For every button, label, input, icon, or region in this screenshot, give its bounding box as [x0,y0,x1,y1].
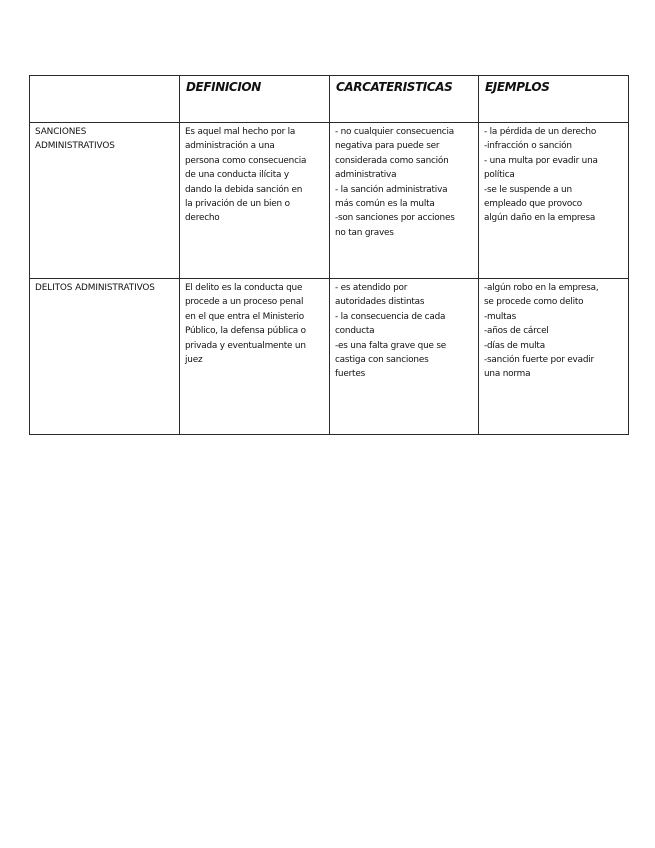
text-line: privada y eventualmente un [185,340,306,351]
text-line: persona como consecuencia [185,155,307,166]
header-caracteristicas: CARCATERISTICAS [330,76,479,123]
text-line: la privación de un bien o [185,199,290,210]
text-line: DELITOS ADMINISTRATIVOS [35,283,155,293]
text-line: dando la debida sanción en [185,184,303,195]
text-line: castiga con sanciones [335,355,429,366]
definicion-cell [180,279,330,435]
text-line: -algún robo en la empresa, [484,283,599,293]
caracteristicas-cell [330,123,479,279]
text-line: fuertes [335,369,366,380]
text-line: más común es la multa [335,199,435,210]
ejemplos-text [479,279,628,382]
text-line: derecho [185,213,220,224]
text-line: administración a una [185,141,275,152]
definicion-cell [180,123,330,279]
text-line: una norma [484,369,531,380]
ejemplos-cell [479,279,629,435]
text-line: en el que entra el Ministerio [185,311,304,322]
caracteristicas-cell [330,279,479,435]
row-label-cell [30,123,180,279]
caracteristicas-text [330,123,478,240]
text-line: procede a un proceso penal [185,297,304,308]
text-line: autoridades distintas [335,297,425,308]
text-line: -años de cárcel [484,326,549,337]
text-line: Público, la defensa pública o [185,326,306,337]
ejemplos-text [479,123,628,226]
text-line: -sanción fuerte por evadir [484,355,594,366]
text-line: - la sanción administrativa [335,184,448,195]
text-line: El delito es la conducta que [185,283,303,293]
text-line: no tan graves [335,227,394,238]
text-line: - no cualquier consecuencia [335,127,454,137]
text-line: empleado que provoco [484,199,583,210]
definicion-text [180,123,329,226]
text-line: considerada como sanción [335,155,449,166]
row-label [30,279,179,295]
header-definicion: DEFINICION [180,76,330,123]
ejemplos-cell [479,123,629,279]
row-label-cell [30,279,180,435]
table-header-row [30,76,629,123]
comparison-table [29,75,629,435]
table-row [30,123,629,279]
text-line: política [484,170,515,181]
header-ejemplos: EJEMPLOS [479,76,629,123]
text-line: negativa para puede ser [335,141,440,152]
caracteristicas-text [330,279,478,382]
text-line: Es aquel mal hecho por la [185,127,296,137]
text-line: se procede como delito [484,297,584,308]
text-line: -es una falta grave que se [335,340,447,351]
text-line: -días de multa [484,340,545,351]
text-line: -infracción o sanción [484,141,572,152]
table-row [30,279,629,435]
text-line: -multas [484,311,517,322]
definicion-text [180,279,329,367]
text-line: - una multa por evadir una [484,155,598,166]
text-line: -se le suspende a un [484,184,572,195]
text-line: algún daño en la empresa [484,213,596,224]
header-empty [30,76,180,123]
text-line: juez [185,355,203,366]
text-line: administrativa [335,170,397,181]
text-line: SANCIONES [35,127,87,137]
text-line: - es atendido por [335,283,408,293]
text-line: - la pérdida de un derecho [484,127,597,137]
text-line: - la consecuencia de cada [335,311,446,322]
text-line: de una conducta ilícita y [185,170,289,181]
text-line: conducta [335,326,375,337]
row-label [30,123,179,154]
text-line: ADMINISTRATIVOS [35,141,115,152]
text-line: -son sanciones por acciones [335,213,455,224]
